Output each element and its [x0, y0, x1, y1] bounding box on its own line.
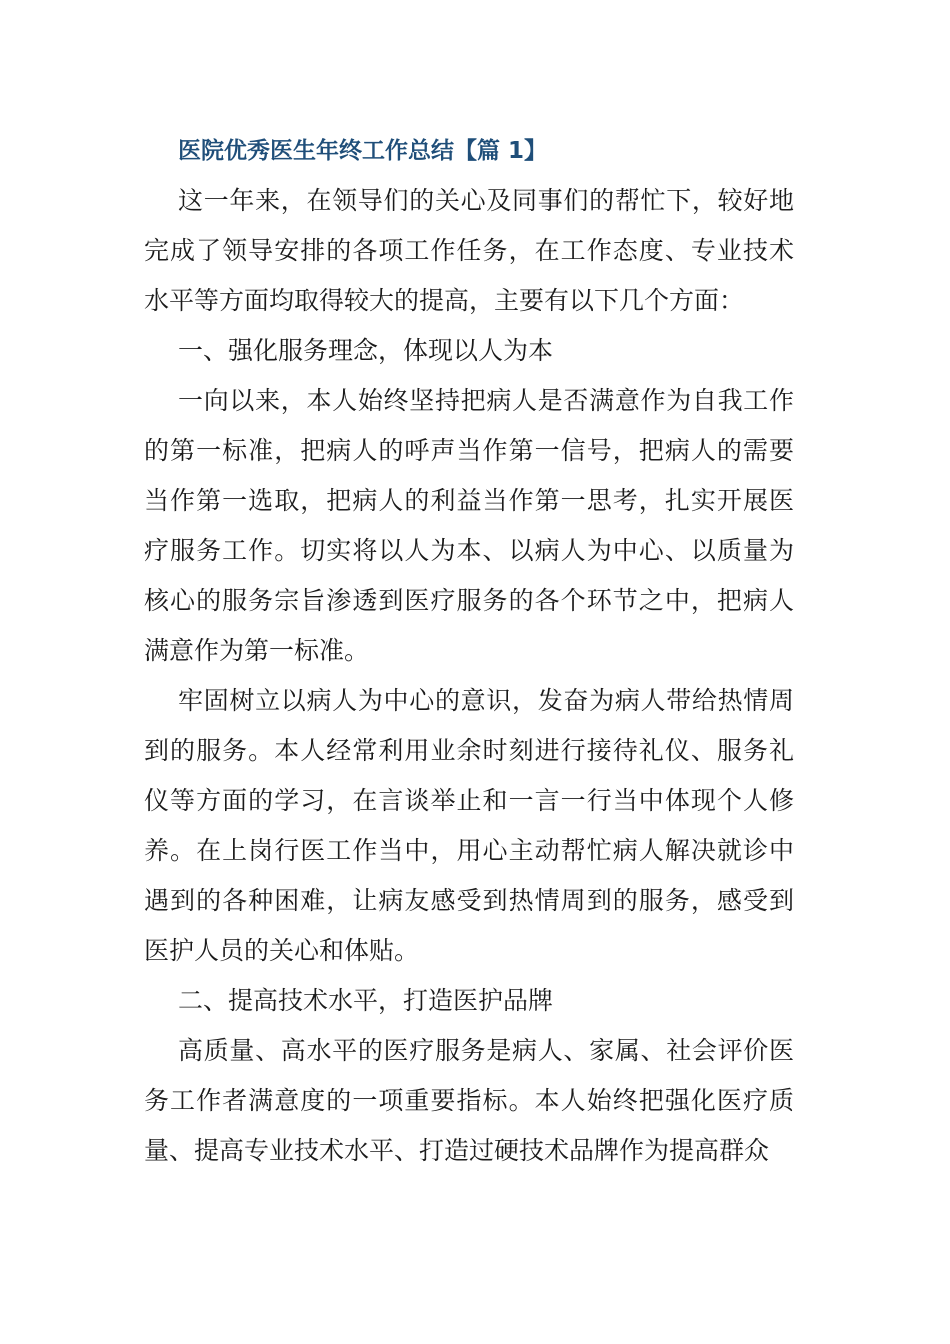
paragraph-quality	[144, 1026, 794, 1176]
text-line: 满意作为第一标准。	[144, 636, 370, 665]
document-body	[144, 126, 794, 1176]
text-line: 水平等方面均取得较大的提高，主要有以下几个方面：	[144, 286, 745, 315]
text-line: 疗服务工作。切实将以人为本、以病人为中心、以质量为	[144, 536, 794, 565]
text-line: 仪等方面的学习，在言谈举止和一言一行当中体现个人修	[144, 786, 794, 815]
text-line: 到的服务。本人经常利用业余时刻进行接待礼仪、服务礼	[144, 736, 794, 765]
section-heading-2	[144, 976, 794, 1026]
text-line: 牢固树立以病人为中心的意识，发奋为病人带给热情周	[178, 686, 794, 715]
text-line: 当作第一选取，把病人的利益当作第一思考，扎实开展医	[144, 486, 794, 515]
text-line: 量、提高专业技术水平、打造过硬技术品牌作为提高群众	[144, 1136, 770, 1165]
text-line: 核心的服务宗旨渗透到医疗服务的各个环节之中，把病人	[144, 586, 794, 615]
text-line: 遇到的各种困难，让病友感受到热情周到的服务，感受到	[144, 886, 794, 915]
document-title: 医院优秀医生年终工作总结【篇 1】	[178, 138, 548, 164]
text-line: 养。在上岗行医工作当中，用心主动帮忙病人解决就诊中	[144, 836, 794, 865]
text-line: 高质量、高水平的医疗服务是病人、家属、社会评价医	[178, 1036, 794, 1065]
text-line: 这一年来，在领导们的关心及同事们的帮忙下，较好地	[178, 186, 794, 215]
text-line: 完成了领导安排的各项工作任务，在工作态度、专业技术	[144, 236, 794, 265]
text-line: 一、强化服务理念，体现以人为本	[178, 336, 554, 365]
paragraph-intro	[144, 176, 794, 326]
text-line: 一向以来，本人始终坚持把病人是否满意作为自我工作	[178, 386, 794, 415]
text-line: 务工作者满意度的一项重要指标。本人始终把强化医疗质	[144, 1086, 794, 1115]
section-heading-1	[144, 326, 794, 376]
text-line: 二、提高技术水平，打造医护品牌	[178, 986, 554, 1015]
paragraph-service	[144, 376, 794, 676]
text-line: 的第一标准，把病人的呼声当作第一信号，把病人的需要	[144, 436, 794, 465]
text-line: 医护人员的关心和体贴。	[144, 936, 420, 965]
paragraph-patient-centered	[144, 676, 794, 976]
